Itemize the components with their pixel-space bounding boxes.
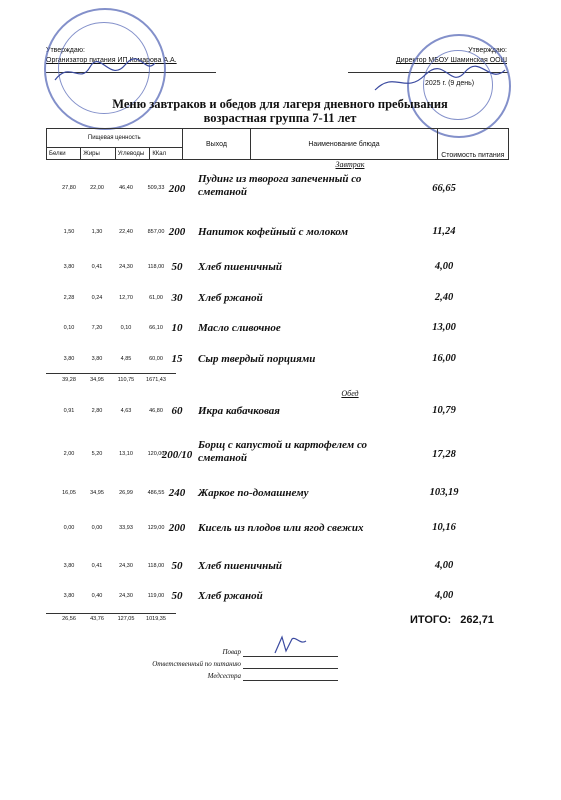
fat-value: 0,41 — [91, 264, 103, 270]
fat-value: 34,95 — [90, 490, 104, 496]
breakfast-total-protein: 39,28 — [62, 377, 76, 383]
protein-value: 3,80 — [63, 593, 75, 599]
price-value: 10,16 — [432, 522, 456, 533]
signature-right — [370, 60, 510, 100]
protein-value: 0,91 — [63, 408, 75, 414]
approval-right-person: Директор МБОУ Шаминская ООШ — [395, 57, 507, 64]
fat-value: 0,41 — [91, 563, 103, 569]
carbs-value: 24,30 — [119, 593, 133, 599]
carbs-value: 22,40 — [119, 229, 133, 235]
dish-name: Икра кабачковая — [198, 405, 280, 417]
yield-value: 50 — [171, 261, 183, 273]
breakfast-total-fat: 34,95 — [90, 377, 104, 383]
protein-value: 16,05 — [62, 490, 76, 496]
fat-value: 0,24 — [91, 295, 103, 301]
menu-title — [90, 97, 470, 125]
price-value: 10,79 — [432, 405, 456, 416]
menu-header — [46, 128, 509, 160]
yield-value: 50 — [171, 590, 183, 602]
yield-value: 200/10 — [161, 449, 193, 461]
protein-value: 27,80 — [62, 185, 76, 191]
approval-right-label: Утверждаю: — [468, 47, 507, 54]
footer-responsible-label: Ответственный по питанию — [152, 660, 241, 668]
kcal-value: 486,55 — [147, 490, 165, 496]
grand-total-label: ИТОГО: — [410, 614, 452, 626]
lunch-total-kcal: 1019,35 — [146, 616, 166, 622]
fat-value: 5,20 — [91, 451, 103, 457]
kcal-value: 118,00 — [147, 563, 165, 569]
yield-value: 240 — [168, 487, 186, 499]
lunch-total-protein: 26,56 — [62, 616, 76, 622]
header-carbs: Углеводы — [115, 148, 150, 160]
price-value: 13,00 — [432, 322, 456, 333]
header-protein: Белки — [47, 148, 81, 160]
grand-total-value: 262,71 — [460, 614, 494, 626]
footer-cook-label: Повар — [222, 648, 241, 656]
price-value: 4,00 — [434, 590, 454, 601]
price-value: 103,19 — [429, 487, 459, 498]
carbs-value: 4,85 — [120, 356, 132, 362]
dish-name: Хлеб ржаной — [198, 292, 263, 304]
yield-value: 50 — [171, 560, 183, 572]
yield-value: 200 — [168, 183, 186, 195]
carbs-value: 24,30 — [119, 264, 133, 270]
dish-name: Кисель из плодов или ягод свежих — [198, 522, 364, 534]
carbs-value: 33,93 — [119, 525, 133, 531]
approval-date: 2025 г. (9 день) — [425, 80, 475, 87]
kcal-value: 509,33 — [147, 185, 165, 191]
header-nutrition: Пищевая ценность — [47, 129, 183, 148]
section-lunch: Обед — [341, 389, 359, 398]
lunch-total-line — [46, 613, 176, 614]
yield-value: 15 — [171, 353, 183, 365]
yield-value: 200 — [168, 226, 186, 238]
kcal-value: 119,00 — [147, 593, 165, 599]
price-value: 17,28 — [432, 449, 456, 460]
carbs-value: 4,63 — [120, 408, 132, 414]
price-value: 2,40 — [434, 292, 454, 303]
kcal-value: 66,10 — [149, 325, 163, 331]
section-breakfast: Завтрак — [335, 160, 365, 169]
lunch-total-fat: 43,76 — [90, 616, 104, 622]
price-value: 16,00 — [432, 353, 456, 364]
fat-value: 3,80 — [91, 356, 103, 362]
protein-value: 1,50 — [63, 229, 75, 235]
dish-name: Хлеб пшеничный — [198, 560, 282, 572]
kcal-value: 120,00 — [147, 451, 165, 457]
yield-value: 30 — [171, 292, 183, 304]
fat-value: 0,00 — [91, 525, 103, 531]
dish-name: Жаркое по-домашнему — [198, 487, 309, 499]
dish-name: Сыр твердый порциями — [198, 353, 316, 365]
dish-name: Хлеб ржаной — [198, 590, 263, 602]
protein-value: 2,00 — [63, 451, 75, 457]
carbs-value: 0,10 — [120, 325, 132, 331]
price-value: 11,24 — [432, 226, 456, 237]
kcal-value: 857,00 — [147, 229, 165, 235]
yield-value: 60 — [171, 405, 183, 417]
price-value: 66,65 — [432, 183, 456, 194]
kcal-value: 118,00 — [147, 264, 165, 270]
carbs-value: 13,10 — [119, 451, 133, 457]
fat-value: 0,40 — [91, 593, 103, 599]
header-kcal: ККал — [150, 148, 182, 160]
carbs-value: 12,70 — [119, 295, 133, 301]
header-cost: Стоимость питания — [437, 129, 508, 160]
yield-value: 10 — [171, 322, 183, 334]
fat-value: 2,80 — [91, 408, 103, 414]
title-line2: возрастная группа 7-11 лет — [203, 111, 357, 125]
footer-nurse-label: Медсестра — [207, 672, 241, 680]
fat-value: 22,00 — [90, 185, 104, 191]
dish-name: Масло сливочное — [198, 322, 281, 334]
dish-name: Напиток кофейный с молоком — [198, 226, 348, 238]
grand-total — [410, 614, 494, 626]
carbs-value: 24,30 — [119, 563, 133, 569]
header-dish: Наименование блюда — [251, 129, 437, 160]
protein-value: 3,80 — [63, 563, 75, 569]
protein-value: 3,80 — [63, 356, 75, 362]
approval-left-person: Организатор питания ИП Комарова А.А. — [46, 57, 177, 64]
dish-name: Пудинг из творога запеченный со сметаной — [198, 173, 362, 198]
price-value: 4,00 — [434, 261, 454, 272]
kcal-value: 61,00 — [149, 295, 163, 301]
breakfast-total-carbs: 110,75 — [117, 377, 135, 383]
footer-nurse-line — [243, 680, 338, 681]
approval-left-label: Утверждаю: — [46, 47, 85, 54]
lunch-total-carbs: 127,05 — [117, 616, 135, 622]
yield-value: 200 — [168, 522, 186, 534]
dish-name: Хлеб пшеничный — [198, 261, 282, 273]
breakfast-total-kcal: 1671,43 — [146, 377, 166, 383]
fat-value: 7,20 — [91, 325, 103, 331]
kcal-value: 129,00 — [147, 525, 165, 531]
price-value: 4,00 — [434, 560, 454, 571]
dish-name: Борщ с капустой и картофелем со сметаной — [198, 439, 368, 464]
kcal-value: 46,80 — [149, 408, 163, 414]
protein-value: 2,28 — [63, 295, 75, 301]
header-yield: Выход — [182, 129, 251, 160]
protein-value: 3,80 — [63, 264, 75, 270]
protein-value: 0,10 — [63, 325, 75, 331]
kcal-value: 60,00 — [149, 356, 163, 362]
breakfast-total-line — [46, 373, 176, 374]
protein-value: 0,00 — [63, 525, 75, 531]
signature-left — [50, 55, 160, 90]
cook-signature — [270, 633, 310, 658]
title-line1: Меню завтраков и обедов для лагеря дневного пребывания — [112, 97, 448, 111]
footer-responsible-line — [243, 668, 338, 669]
carbs-value: 46,40 — [119, 185, 133, 191]
carbs-value: 26,99 — [119, 490, 133, 496]
fat-value: 1,30 — [91, 229, 103, 235]
header-fat: Жиры — [81, 148, 115, 160]
